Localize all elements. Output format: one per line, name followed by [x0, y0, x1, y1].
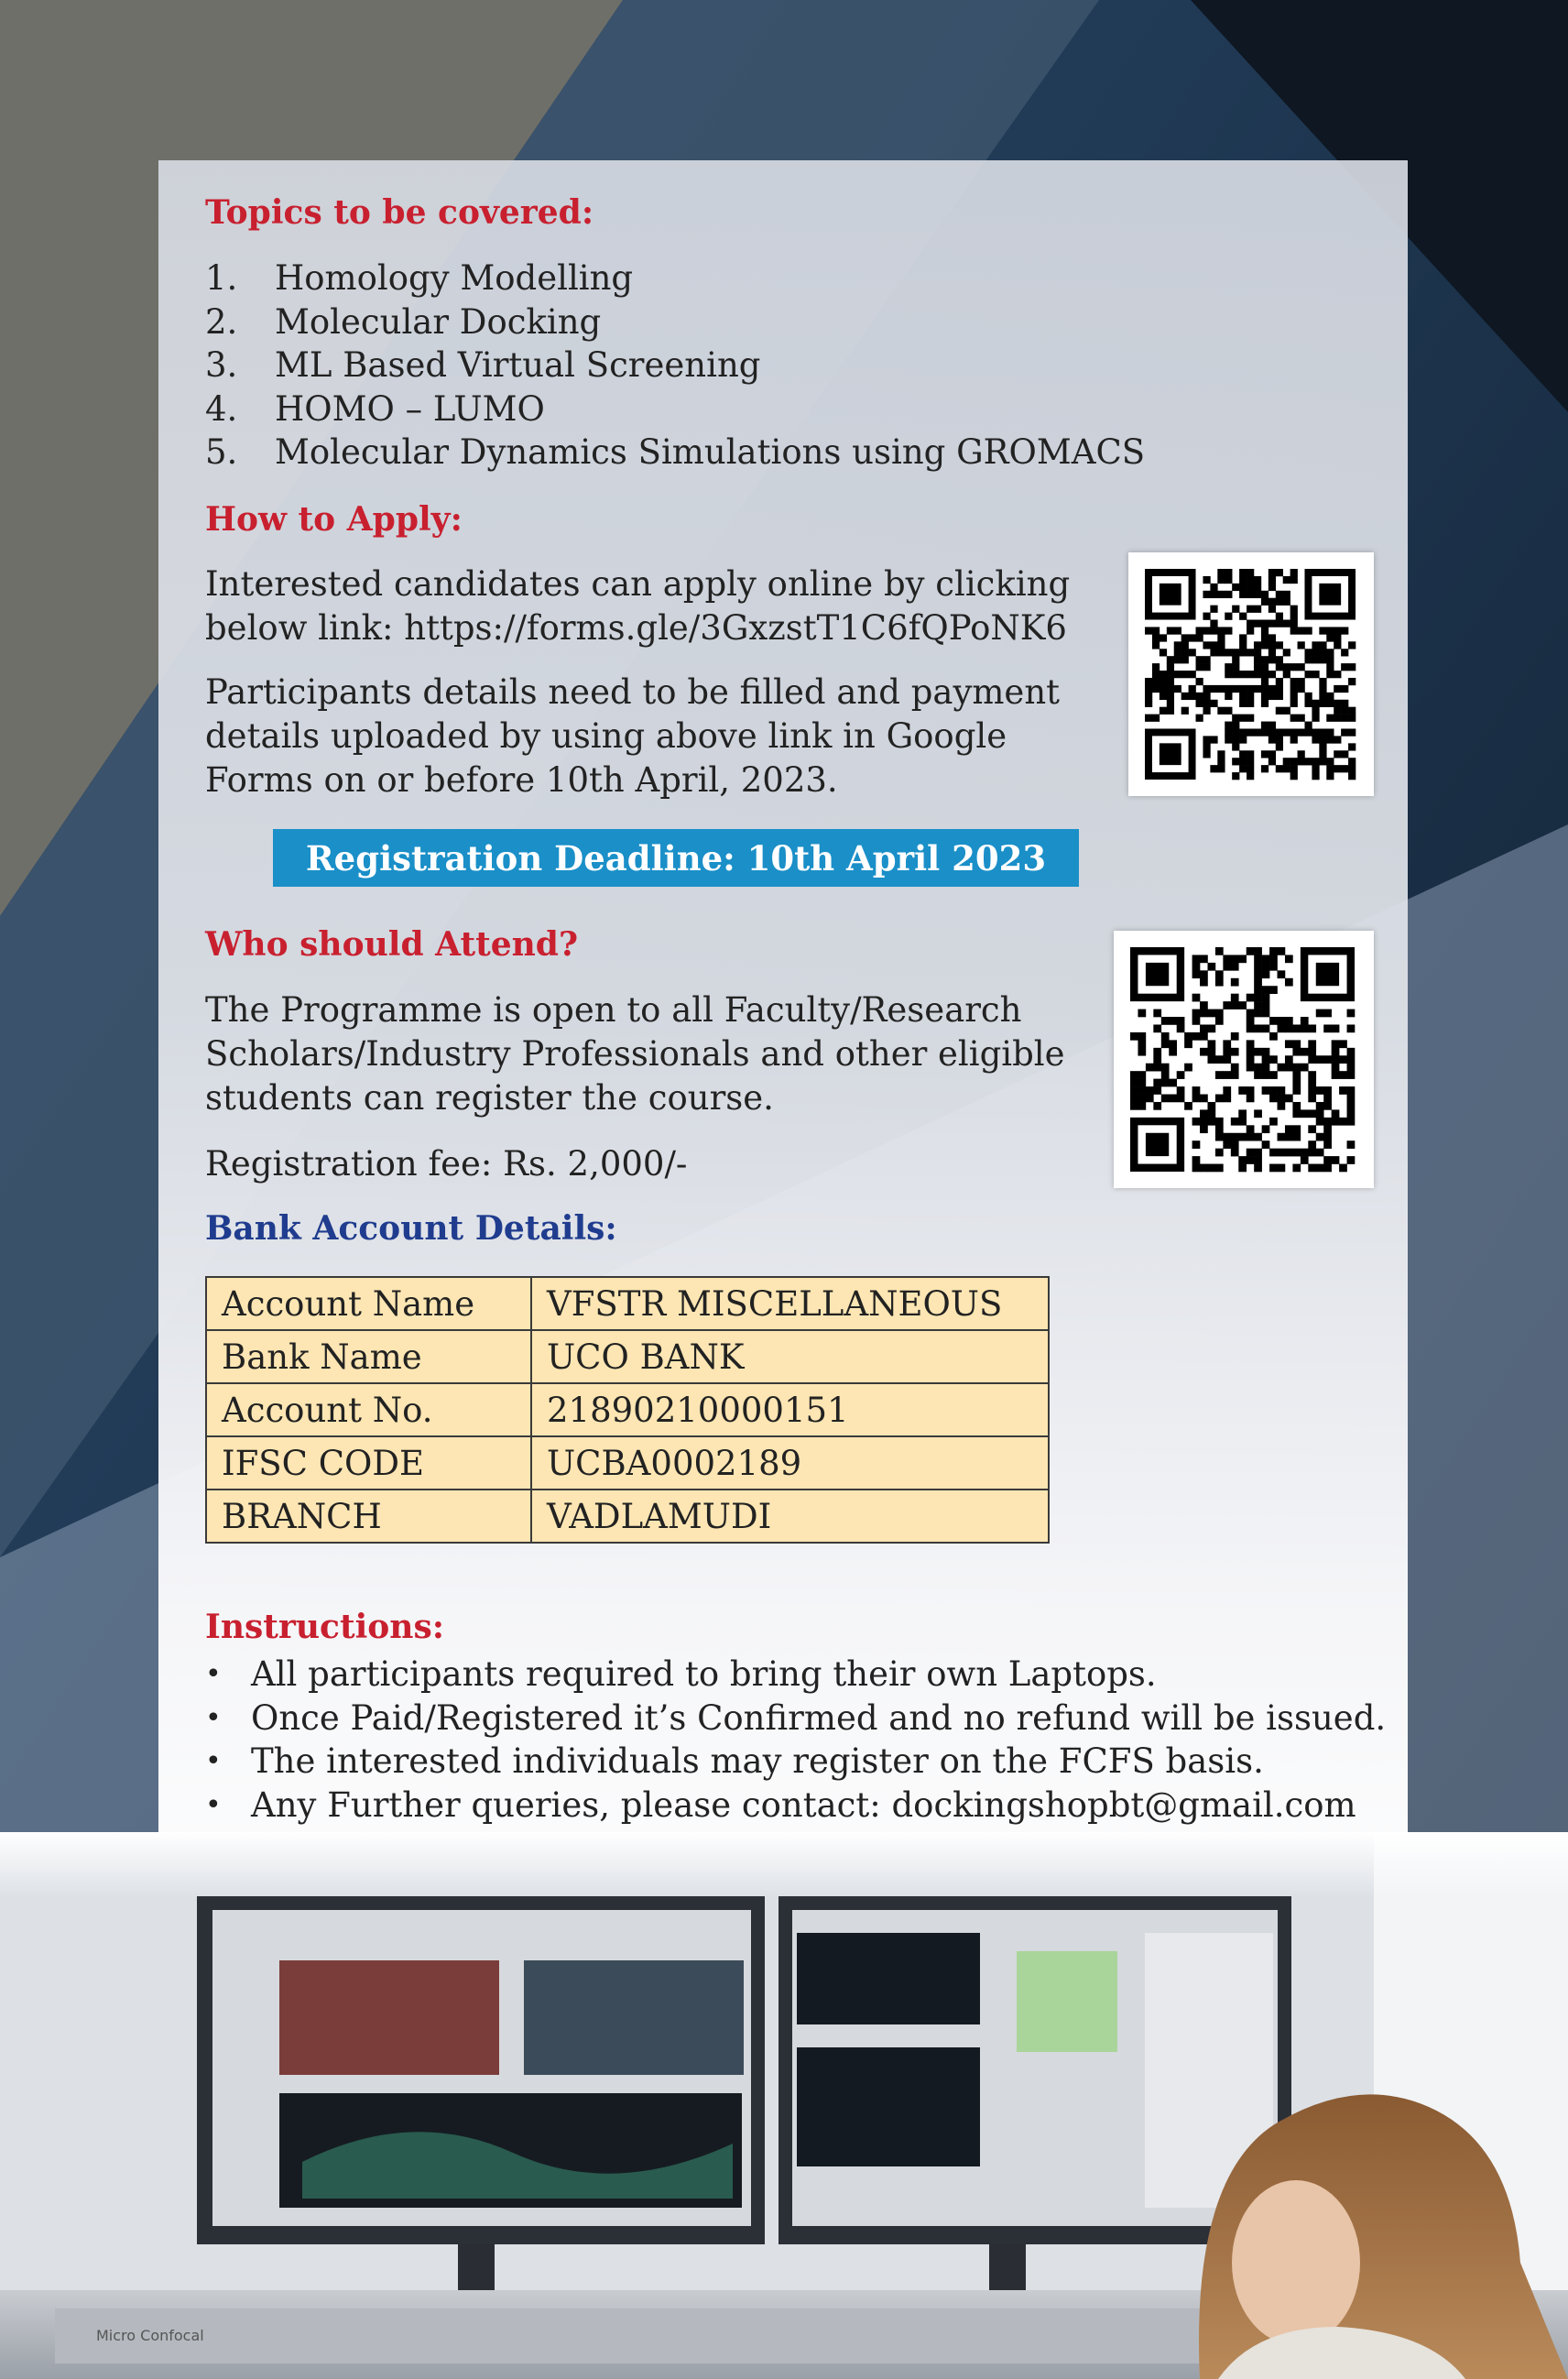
list-item: • Any Further queries, please contact: dockingshopbt@gmail.com — [205, 1784, 1356, 1825]
list-item: 5. Molecular Dynamics Simulations using GROMACS — [205, 432, 1146, 472]
table-row: Account No. 21890210000151 — [206, 1383, 1049, 1436]
apply-link[interactable]: below link: https://forms.gle/3GxzstT1C6fQPoNK6 — [205, 608, 1067, 648]
qr-code-icon — [1114, 931, 1374, 1188]
apply-paragraph: Interested candidates can apply online by clicking below link: https://forms.gle/3GxzstT1C6fQPoNK6 — [205, 562, 1070, 650]
attend-paragraph: The Programme is open to all Faculty/Research Scholars/Industry Professionals and other eligible students can register the course. — [205, 990, 1065, 1118]
table-row: BRANCH VADLAMUDI — [206, 1490, 1049, 1543]
registration-fee: Registration fee: Rs. 2,000/- — [205, 1144, 688, 1184]
apply-heading: How to Apply: — [205, 500, 463, 539]
bank-heading: Bank Account Details: — [205, 1209, 617, 1248]
bank-details-table — [205, 1276, 1050, 1544]
researcher-photo — [0, 1832, 1568, 2379]
list-item: • The interested individuals may register on the FCFS basis. — [205, 1741, 1264, 1781]
list-item: 2. Molecular Docking — [205, 301, 602, 342]
topics-list — [205, 256, 1145, 475]
table-row: IFSC CODE UCBA0002189 — [206, 1436, 1049, 1490]
list-item: • All participants required to bring their own Laptops. — [205, 1654, 1157, 1694]
list-item: • Once Paid/Registered it’s Confirmed and no refund will be issued. — [205, 1697, 1387, 1738]
table-row: Bank Name UCO BANK — [206, 1330, 1049, 1383]
attend-heading: Who should Attend? — [205, 925, 579, 964]
payment-qr-code[interactable] — [1114, 931, 1374, 1188]
payment-paragraph: Participants details need to be filled and payment details uploaded by using above link in Google Forms on or before 10th April, 2023. — [205, 672, 1061, 800]
instructions-heading: Instructions: — [205, 1608, 445, 1646]
instructions-list — [205, 1653, 1386, 1827]
list-item: 1. Homology Modelling — [205, 258, 634, 298]
list-item: 4. HOMO – LUMO — [205, 388, 545, 429]
apply-qr-code[interactable] — [1128, 552, 1374, 796]
qr-code-icon — [1128, 552, 1374, 796]
topics-heading: Topics to be covered: — [205, 193, 594, 232]
registration-deadline-banner: Registration Deadline: 10th April 2023 — [273, 829, 1079, 887]
list-item: 3. ML Based Virtual Screening — [205, 345, 761, 385]
table-row: Account Name VFSTR MISCELLANEOUS — [206, 1277, 1049, 1330]
